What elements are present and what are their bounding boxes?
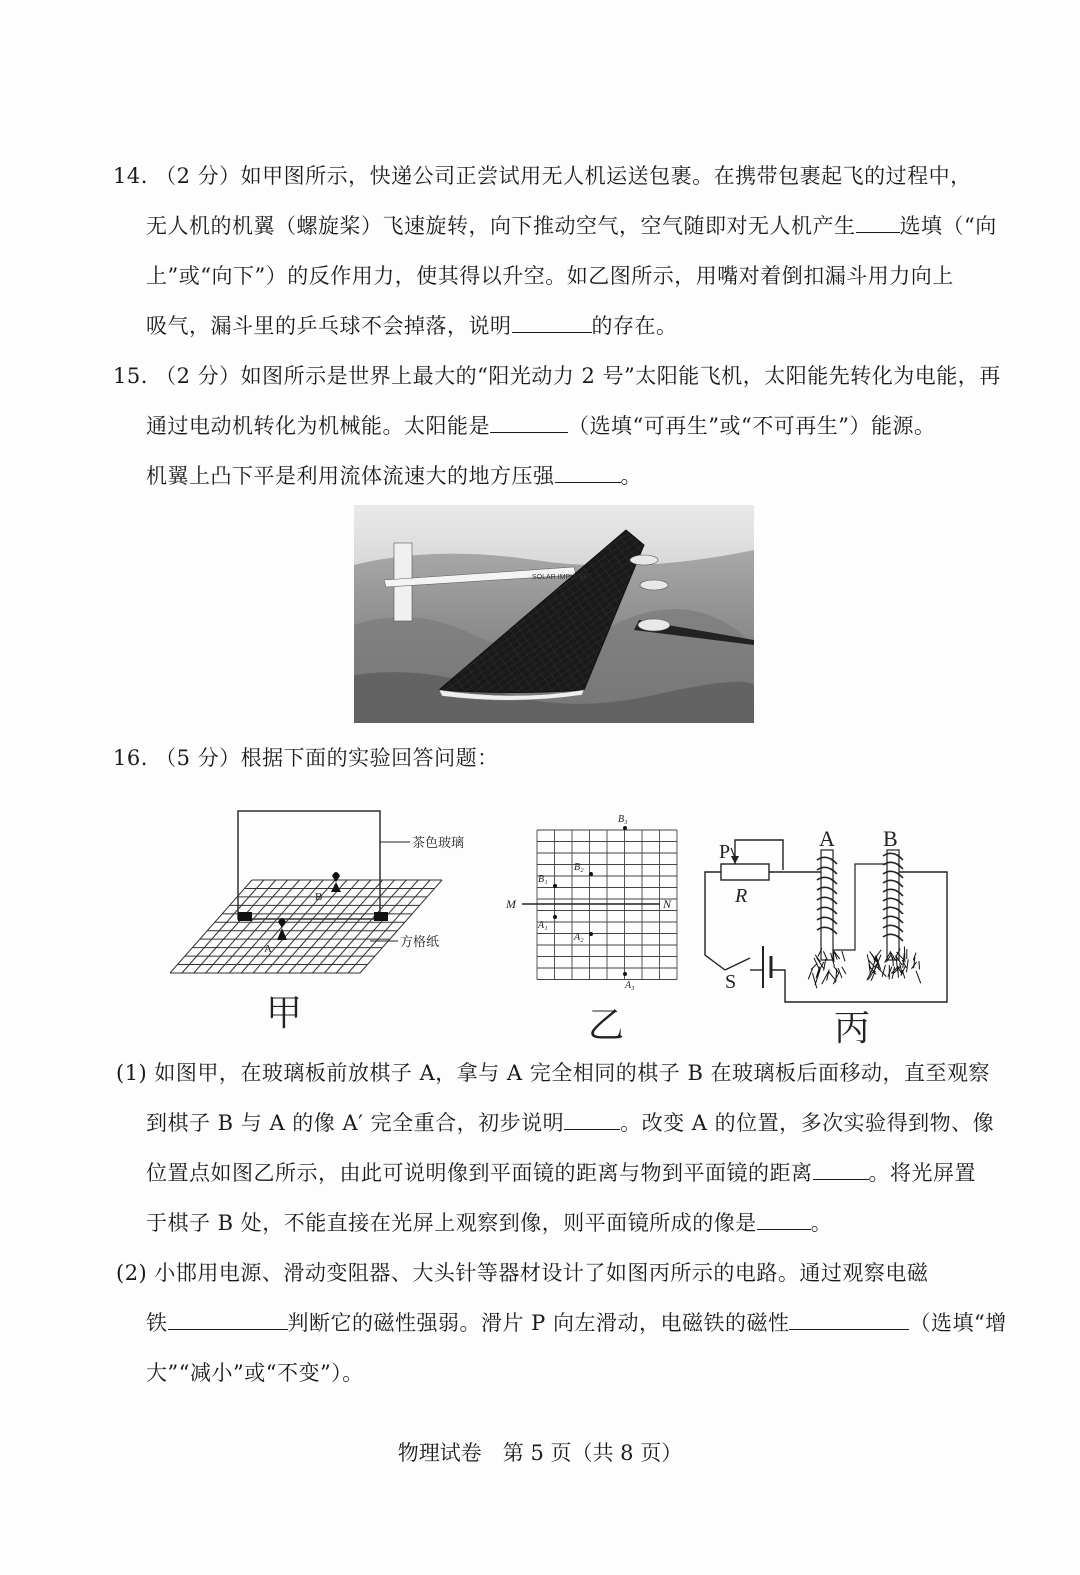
figure-bing-caption: 丙 [834,1008,871,1049]
pin [888,967,892,977]
grid-line-v [324,880,406,973]
glass-label: 茶色玻璃 [412,835,465,850]
figure-bing-electromagnet-circuit [695,820,965,1010]
point-b1 [553,884,557,888]
grid-line-v [229,880,311,973]
grid-line-v [336,880,418,973]
page-footer: 物理试卷 第 5 页（共 8 页） [397,1441,683,1465]
q14-line-4-text: 吸气，漏斗里的乒乓球不会掉落，说明 [146,314,512,338]
pin [906,959,908,972]
q16-part1-line-2-text: 到棋子 B 与 A 的像 A′ 完全重合，初步说明 [146,1111,565,1135]
grid-line-v [194,880,276,973]
grid-line-v [265,880,347,973]
pin [842,967,846,974]
q16-part1-line-3 [146,1159,976,1187]
switch-s [725,958,750,970]
core-b [887,850,899,960]
slider-arrow-head [731,856,739,864]
a-to-b-wire [833,864,887,950]
q14-line-1: 14. （2 分）如甲图所示，快递公司正尝试用无人机运送包裹。在携带包裹起飞的过程中， [113,164,972,188]
q16-part1-line-1: (1) 如图甲，在玻璃板前放棋子 A，拿与 A 完全相同的棋子 B 在玻璃板后面移动，直至观察 [116,1061,991,1085]
q16-part1-line-3-text: 位置点如图乙所示，由此可说明像到平面镜的距离与物到平面镜的距离 [146,1161,813,1185]
grid-paper [170,880,442,973]
grid-line-v [218,880,300,973]
q16-blank-1 [564,1109,620,1130]
glass-support-left [238,912,252,921]
pin [916,971,921,984]
q15-blank-2 [555,462,621,483]
point-a1 [553,915,557,919]
q15-line-1: 15. （2 分）如图所示是世界上最大的“阳光动力 2 号”太阳能飞机，太阳能先转化为电能，再 [113,364,1001,388]
coordinate-grid [537,830,677,980]
q16-part2-line-2-text: 铁 [146,1311,168,1335]
label-a3: A₃ [625,980,635,991]
piece-a-label: A [264,943,272,955]
q15-line-3-text-b: 。 [620,464,642,488]
q14-line-4-text-b: 的存在。 [591,314,678,338]
q14-line-2-text-b: 选填（“向 [899,214,997,238]
plane-engine-2 [640,580,668,590]
label-b2: B₂ [574,862,584,873]
pin [904,946,905,962]
q15-line-2 [146,412,935,440]
label-b3: B₃ [618,814,628,825]
glass-plate-frame [238,811,380,919]
grid-line-v [301,880,383,973]
figure-jia-mirror-setup [160,800,490,990]
q15-line-2-text-b: （选填“可再生”或“不可再生”）能源。 [568,414,936,438]
left-wire [705,872,725,970]
q16-part1-line-4-text-b: 。 [810,1211,833,1235]
pin [842,951,845,961]
label-b1: B₁ [538,874,548,885]
solar-plane-image [354,505,754,723]
q16-intro: 16. （5 分）根据下面的实验回答问题： [113,746,499,770]
grid-line-v [348,880,430,973]
label-a1: A₁ [538,920,548,931]
solar-plane-photo [354,505,754,723]
point-b3 [623,826,627,830]
plane-lettering: SOLAR IMPULSE [532,574,589,581]
pin [808,968,813,979]
label-r: R [735,885,748,907]
grid-line-v [182,880,264,973]
point-a2 [589,932,593,936]
grid-line-v [206,880,288,973]
figure-jia-caption: 甲 [266,993,303,1034]
grid-line-v [253,880,335,973]
piece-b-label: B [315,891,323,903]
q16-part1-line-4 [146,1209,832,1237]
label-a2: A₂ [574,932,584,943]
point-b2 [589,872,593,876]
q16-part2-line-1: (2) 小邯用电源、滑动变阻器、大头针等器材设计了如图丙所示的电路。通过观察电磁 [116,1261,929,1285]
q16-blank-3 [757,1209,811,1230]
figure-yi-caption: 乙 [588,1005,625,1046]
q16-part1-line-3-text-b: 。将光屏置 [868,1161,976,1185]
figure-yi-image-positions [500,808,680,998]
q16-part2-line-3: 大”“减小”或“不变”）。 [146,1361,364,1385]
q14-blank-2 [512,312,592,333]
q15-line-3-text: 机翼上凸下平是利用流体流速大的地方压强 [146,464,555,488]
q16-part1-line-4-text: 于棋子 B 处，不能直接在光屏上观察到像，则平面镜所成的像是 [146,1211,757,1235]
chess-piece-a [277,918,287,940]
label-electromagnet-a: A [819,826,835,851]
chess-piece-b [331,872,341,892]
q16-part1-line-2 [146,1109,994,1137]
grid-line-v [360,880,442,973]
rheostat-r [721,864,769,880]
grid-line-v [313,880,395,973]
pin [919,961,920,969]
point-a3 [623,972,627,976]
q16-part1-line-2-text-b: 。改变 A 的位置，多次实验得到物、像 [620,1111,995,1135]
q15-line-2-text: 通过电动机转化为机械能。太阳能是 [146,414,490,438]
paper-label: 方格纸 [400,935,440,950]
q16-part2-line-2-text-b: 判断它的磁性强弱。滑片 P 向左滑动，电磁铁的磁性 [287,1311,790,1335]
q14-line-3: 上”或“向下”）的反作用力，使其得以升空。如乙图所示，用嘴对着倒扣漏斗用力向上 [146,264,954,288]
plane-engine-3 [638,619,670,631]
core-a [821,850,833,960]
pin [829,972,836,981]
label-slider-p: P [719,841,731,863]
q16-blank-5 [789,1309,909,1330]
grid-line-v [170,880,252,973]
q15-blank-1 [490,412,568,433]
q14-blank-1 [856,212,900,233]
label-switch-s: S [725,971,737,993]
q14-line-2 [146,212,997,240]
plane-engine-1 [630,555,658,565]
label-n: N [663,897,672,911]
q14-line-2-text: 无人机的机翼（螺旋桨）飞速旋转，向下推动空气，空气随即对无人机产生 [146,214,856,238]
q16-part2-line-2 [146,1309,1007,1337]
q16-blank-2 [813,1159,869,1180]
glass-support-right [374,912,388,921]
label-electromagnet-b: B [883,826,898,851]
q15-line-3 [146,462,642,490]
q16-part2-line-2-text-c: （选填“增 [909,1311,1007,1335]
q14-line-4 [146,312,678,340]
grid-line-v [289,880,371,973]
q16-blank-4 [168,1309,288,1330]
label-m: M [506,897,516,911]
